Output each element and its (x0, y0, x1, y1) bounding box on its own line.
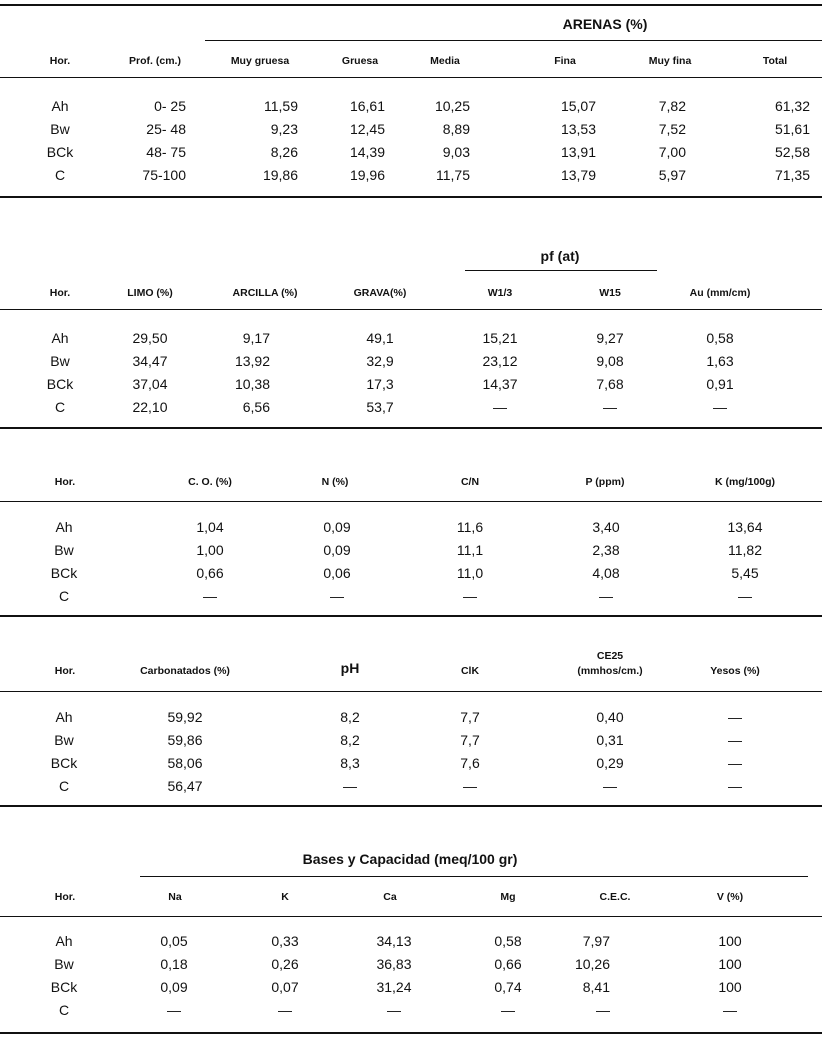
col-header: Na (168, 891, 182, 903)
value-cell: 11,75 (436, 167, 470, 183)
value-cell: 0,66 (494, 956, 522, 972)
horizon-cell: Bw (50, 121, 70, 137)
value-cell: — (738, 588, 752, 604)
value-cell: 17,3 (366, 376, 394, 392)
value-cell: 34,47 (132, 353, 168, 369)
value-cell: 9,08 (596, 353, 624, 369)
col-header: GRAVA(%) (353, 287, 407, 299)
value-cell: 32,9 (366, 353, 394, 369)
value-cell: 22,10 (132, 399, 168, 415)
value-cell: 0,09 (323, 542, 351, 558)
col-header: Hor. (54, 891, 76, 903)
value-cell: 7,97 (582, 933, 610, 949)
value-cell: 37,04 (132, 376, 168, 392)
value-cell: 0- 25 (154, 98, 186, 114)
table-bottom-rule (0, 196, 822, 198)
value-cell: 25- 48 (146, 121, 186, 137)
col-header: Fina (554, 55, 576, 67)
value-cell: 0,58 (706, 330, 734, 346)
value-cell: 13,92 (234, 353, 270, 369)
value-cell: 0,07 (271, 979, 299, 995)
col-header: Hor. (49, 287, 71, 299)
value-cell: 0,09 (160, 979, 188, 995)
group-rule (140, 876, 808, 877)
value-cell: — (463, 778, 477, 794)
value-cell: 0,40 (596, 709, 624, 725)
value-cell: 34,13 (376, 933, 412, 949)
value-cell: 61,32 (774, 98, 810, 114)
value-cell: — (343, 778, 357, 794)
col-header: Au (mm/cm) (689, 287, 751, 299)
value-cell: 7,6 (460, 755, 480, 771)
table-bottom-rule (0, 1032, 822, 1034)
value-cell: — (723, 1002, 737, 1018)
value-cell: — (728, 755, 742, 771)
value-cell: 0,05 (160, 933, 188, 949)
horizon-cell: BCk (50, 979, 78, 995)
value-cell: 0,33 (271, 933, 299, 949)
col-header: Media (430, 55, 460, 67)
value-cell: 8,26 (270, 144, 298, 160)
value-cell: 7,7 (460, 732, 480, 748)
value-cell: — (713, 399, 727, 415)
horizon-cell: Bw (54, 542, 74, 558)
col-header: V (%) (716, 891, 744, 903)
header-rule (0, 691, 822, 692)
value-cell: 13,64 (727, 519, 763, 535)
value-cell: 8,89 (442, 121, 470, 137)
col-header: Muy gruesa (230, 55, 290, 67)
value-cell: 13,53 (560, 121, 596, 137)
horizon-cell: Ah (51, 330, 69, 346)
value-cell: 13,79 (560, 167, 596, 183)
value-cell: 9,03 (442, 144, 470, 160)
value-cell: 5,97 (658, 167, 686, 183)
value-cell: 1,63 (706, 353, 734, 369)
value-cell: 51,61 (774, 121, 810, 137)
value-cell: 8,2 (340, 709, 360, 725)
col-header: Total (762, 55, 788, 67)
value-cell: 15,07 (560, 98, 596, 114)
table-bottom-rule (0, 615, 822, 617)
col-header: Mg (500, 891, 516, 903)
value-cell: 1,00 (196, 542, 224, 558)
value-cell: 0,58 (494, 933, 522, 949)
col-header: C/N (460, 476, 480, 488)
col-header: ARCILLA (%) (232, 287, 298, 299)
horizon-cell: Ah (55, 519, 73, 535)
value-cell: 11,1 (456, 542, 484, 558)
value-cell: 36,83 (376, 956, 412, 972)
value-cell: 48- 75 (146, 144, 186, 160)
horizon-cell: Ah (55, 933, 73, 949)
horizon-cell: C (58, 778, 70, 794)
col-header: Yesos (%) (710, 665, 760, 677)
table-top-rule (0, 4, 822, 6)
value-cell: — (463, 588, 477, 604)
value-cell: — (728, 778, 742, 794)
value-cell: — (599, 588, 613, 604)
horizon-cell: C (54, 399, 66, 415)
value-cell: 10,25 (434, 98, 470, 114)
horizon-cell: Bw (54, 956, 74, 972)
horizon-cell: Bw (54, 732, 74, 748)
value-cell: 59,92 (167, 709, 203, 725)
value-cell: 12,45 (349, 121, 385, 137)
value-cell: 13,91 (560, 144, 596, 160)
value-cell: — (603, 778, 617, 794)
value-cell: — (728, 732, 742, 748)
value-cell: 100 (718, 956, 742, 972)
col-header: CE25 (596, 650, 624, 662)
col-header: Prof. (cm.) (129, 55, 181, 67)
value-cell: 9,23 (270, 121, 298, 137)
value-cell: 0,31 (596, 732, 624, 748)
value-cell: 100 (718, 933, 742, 949)
value-cell: 10,26 (574, 956, 610, 972)
value-cell: 16,61 (349, 98, 385, 114)
col-header: LIMO (%) (127, 287, 173, 299)
value-cell: 2,38 (592, 542, 620, 558)
col-header: Muy fina (648, 55, 692, 67)
value-cell: — (330, 588, 344, 604)
col-header: C.E.C. (599, 891, 631, 903)
value-cell: — (596, 1002, 610, 1018)
col-header: K (mg/100g) (714, 476, 776, 488)
value-cell: 29,50 (132, 330, 168, 346)
value-cell: — (603, 399, 617, 415)
value-cell: 7,82 (658, 98, 686, 114)
value-cell: 56,47 (167, 778, 203, 794)
value-cell: 11,6 (456, 519, 484, 535)
value-cell: 100 (718, 979, 742, 995)
value-cell: 1,04 (196, 519, 224, 535)
value-cell: 0,66 (196, 565, 224, 581)
header-rule (0, 501, 822, 502)
col-header: Hor. (49, 55, 71, 67)
value-cell: 8,3 (340, 755, 360, 771)
value-cell: 3,40 (592, 519, 620, 535)
col-header: P (ppm) (585, 476, 625, 488)
value-cell: 14,39 (349, 144, 385, 160)
col-header: Carbonatados (%) (140, 665, 230, 677)
value-cell: 9,17 (242, 330, 270, 346)
value-cell: 31,24 (376, 979, 412, 995)
horizon-cell: BCk (46, 376, 74, 392)
value-cell: 75-100 (142, 167, 186, 183)
value-cell: 49,1 (366, 330, 394, 346)
value-cell: 52,58 (774, 144, 810, 160)
col-header: ClK (460, 665, 480, 677)
value-cell: 19,96 (349, 167, 385, 183)
value-cell: 11,82 (728, 542, 762, 558)
header-rule (0, 309, 822, 310)
value-cell: 0,09 (323, 519, 351, 535)
value-cell: 0,06 (323, 565, 351, 581)
value-cell: 15,21 (482, 330, 518, 346)
header-rule (0, 916, 822, 917)
value-cell: 6,56 (242, 399, 270, 415)
col-header: Hor. (54, 665, 76, 677)
horizon-cell: Ah (51, 98, 69, 114)
horizon-cell: BCk (46, 144, 74, 160)
horizon-cell: BCk (50, 755, 78, 771)
value-cell: 0,26 (271, 956, 299, 972)
value-cell: — (203, 588, 217, 604)
value-cell: 7,68 (596, 376, 624, 392)
value-cell: 9,27 (596, 330, 624, 346)
table-bottom-rule (0, 427, 822, 429)
value-cell: 59,86 (167, 732, 203, 748)
col-header: pH (340, 660, 360, 676)
value-cell: 71,35 (774, 167, 810, 183)
value-cell: 0,91 (706, 376, 734, 392)
value-cell: 8,2 (340, 732, 360, 748)
value-cell: 8,41 (582, 979, 610, 995)
value-cell: 58,06 (167, 755, 203, 771)
value-cell: 7,52 (658, 121, 686, 137)
group-title-arenas: ARENAS (%) (562, 16, 648, 32)
value-cell: 7,7 (460, 709, 480, 725)
value-cell: 14,37 (482, 376, 518, 392)
col-header: N (%) (321, 476, 349, 488)
group-rule (205, 40, 822, 41)
horizon-cell: Ah (55, 709, 73, 725)
value-cell: 0,18 (160, 956, 188, 972)
value-cell: 11,0 (456, 565, 484, 581)
group-title-pf: pf (at) (540, 248, 580, 264)
value-cell: 10,38 (234, 376, 270, 392)
group-title-bases: Bases y Capacidad (meq/100 gr) (302, 851, 518, 867)
value-cell: 0,29 (596, 755, 624, 771)
value-cell: 7,00 (658, 144, 686, 160)
col-header: W15 (599, 287, 621, 299)
col-header: W1/3 (487, 287, 513, 299)
horizon-cell: C (58, 588, 70, 604)
value-cell: 19,86 (262, 167, 298, 183)
value-cell: — (278, 1002, 292, 1018)
value-cell: — (493, 399, 507, 415)
col-header: (mmhos/cm.) (577, 665, 643, 677)
value-cell: — (387, 1002, 401, 1018)
value-cell: — (501, 1002, 515, 1018)
horizon-cell: BCk (50, 565, 78, 581)
col-header: K (281, 891, 289, 903)
group-rule (465, 270, 657, 271)
col-header: Gruesa (341, 55, 379, 67)
col-header: Hor. (54, 476, 76, 488)
value-cell: 0,74 (494, 979, 522, 995)
col-header: Ca (383, 891, 397, 903)
value-cell: — (728, 709, 742, 725)
col-header: C. O. (%) (188, 476, 232, 488)
horizon-cell: Bw (50, 353, 70, 369)
value-cell: 5,45 (731, 565, 759, 581)
value-cell: 23,12 (482, 353, 518, 369)
header-rule (0, 77, 822, 78)
horizon-cell: C (58, 1002, 70, 1018)
horizon-cell: C (54, 167, 66, 183)
value-cell: 11,59 (264, 98, 298, 114)
value-cell: 53,7 (366, 399, 394, 415)
value-cell: 4,08 (592, 565, 620, 581)
value-cell: — (167, 1002, 181, 1018)
table-bottom-rule (0, 805, 822, 807)
